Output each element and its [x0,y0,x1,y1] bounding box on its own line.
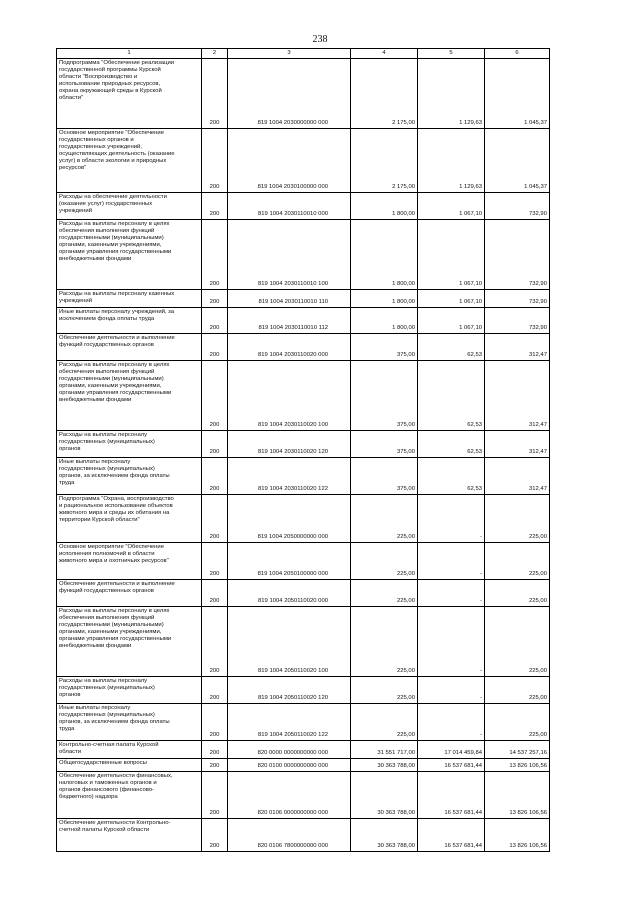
row-code: 200 [202,129,228,193]
row-code: 200 [202,361,228,431]
row-value-col4: 1 800,00 [351,193,418,220]
row-value-col5: 62,53 [418,431,485,458]
table-row [57,677,550,704]
row-budget-code: 819 1004 2050110020 122 [228,704,351,741]
row-name-cell [57,495,202,543]
row-value-col6: 225,00 [485,704,550,741]
row-budget-code: 820 0100 0000000000 000 [228,759,351,772]
row-name: Подпрограмма "Охрана, воспроизводство и рациональное использование объектов животного мира и среды их обитания на территории Курской области" [59,496,174,523]
row-value-col6: 13 826 106,56 [485,759,550,772]
table-row [57,59,550,129]
row-code: 200 [202,59,228,129]
row-budget-code: 819 1004 2050110020 120 [228,677,351,704]
table-row [57,308,550,334]
table-row [57,704,550,741]
row-name: Контрольно-счетная палата Курской области [59,742,159,755]
row-value-col5: 16 537 681,44 [418,819,485,852]
row-code: 200 [202,193,228,220]
row-value-col6: 225,00 [485,495,550,543]
row-value-col5: 62,53 [418,458,485,495]
table-row [57,607,550,677]
table-row [57,458,550,495]
row-value-col6: 732,90 [485,290,550,308]
row-code: 200 [202,308,228,334]
row-code: 200 [202,759,228,772]
row-value-col5: 1 067,10 [418,290,485,308]
row-name: Иные выплаты персоналу государственных (муниципальных) органов, за исключением фонда оплаты труда [59,705,170,732]
row-name-cell [57,819,202,852]
row-value-col4: 30 363 788,00 [351,759,418,772]
row-value-col6: 312,47 [485,334,550,361]
table-row [57,772,550,819]
row-value-col4: 375,00 [351,361,418,431]
row-value-col5: 62,53 [418,334,485,361]
row-value-col4: 375,00 [351,431,418,458]
table-row [57,361,550,431]
table-row [57,759,550,772]
row-value-col6: 312,47 [485,361,550,431]
row-value-col4: 225,00 [351,543,418,580]
row-budget-code: 819 1004 2050000000 000 [228,495,351,543]
row-value-col5: 16 537 681,44 [418,772,485,819]
row-code: 200 [202,495,228,543]
row-value-col5: - [418,677,485,704]
row-name-cell [57,772,202,819]
row-name: Расходы на выплаты персоналу государственных (муниципальных) органов [59,432,155,452]
row-value-col6: 14 537 257,16 [485,741,550,759]
row-name-cell [57,129,202,193]
row-value-col6: 732,90 [485,308,550,334]
row-code: 200 [202,819,228,852]
row-value-col5: 1 129,63 [418,59,485,129]
row-name: Расходы на обеспечение деятельности (оказание услуг) государственных учреждений [59,194,167,214]
row-value-col4: 30 363 788,00 [351,772,418,819]
row-value-col6: 225,00 [485,607,550,677]
row-name-cell [57,759,202,772]
row-budget-code: 819 1004 2030000000 000 [228,59,351,129]
row-budget-code: 819 1004 2030110010 000 [228,193,351,220]
row-name-cell [57,580,202,607]
row-name: Иные выплаты персоналу государственных (муниципальных) органов, за исключением фонда оплаты труда [59,459,170,486]
row-value-col4: 2 175,00 [351,129,418,193]
column-header: 3 [228,49,351,59]
row-value-col4: 31 551 717,00 [351,741,418,759]
row-value-col4: 225,00 [351,580,418,607]
row-budget-code: 819 1004 2030110020 122 [228,458,351,495]
row-budget-code: 819 1004 2050100000 000 [228,543,351,580]
row-name-cell [57,361,202,431]
row-budget-code: 819 1004 2050110020 100 [228,607,351,677]
row-code: 200 [202,741,228,759]
row-value-col5: - [418,495,485,543]
row-value-col5: 1 129,63 [418,129,485,193]
row-value-col5: 1 067,10 [418,308,485,334]
row-value-col4: 375,00 [351,334,418,361]
row-value-col6: 312,47 [485,431,550,458]
row-budget-code: 819 1004 2030110020 100 [228,361,351,431]
row-name: Расходы на выплаты персоналу государственных (муниципальных) органов [59,678,155,698]
row-name-cell [57,741,202,759]
row-value-col6: 225,00 [485,543,550,580]
row-code: 200 [202,580,228,607]
row-name: Обеспечение деятельности и выполнение функций государственных органов [59,335,175,348]
column-header: 2 [202,49,228,59]
row-value-col6: 1 045,37 [485,59,550,129]
row-code: 200 [202,431,228,458]
row-name: Обеспечение деятельности Контрольно- счетной палаты Курской области [59,820,171,833]
row-value-col5: 17 014 459,84 [418,741,485,759]
table-row [57,431,550,458]
row-value-col5: - [418,607,485,677]
row-code: 200 [202,543,228,580]
row-name-cell [57,431,202,458]
row-name-cell [57,290,202,308]
row-budget-code: 819 1004 2030110010 112 [228,308,351,334]
row-value-col5: - [418,704,485,741]
row-name-cell [57,704,202,741]
row-name: Подпрограмма "Обеспечение реализации государственной программы Курской области "Воспроизводство и использование природных ресурсов, охрана окружающей среды в Курской области" [59,60,175,101]
row-name: Расходы на выплаты персоналу в целях обеспечения выполнения функций государственными (муниципальными) органами, казенными учреждениями, органами управления государственными внебюджетными фондами [59,608,172,649]
row-budget-code: 819 1004 2030110020 000 [228,334,351,361]
table-row [57,129,550,193]
row-name-cell [57,458,202,495]
table-row [57,580,550,607]
row-value-col4: 1 800,00 [351,308,418,334]
row-name-cell [57,59,202,129]
table-row [57,290,550,308]
row-code: 200 [202,290,228,308]
row-name-cell [57,334,202,361]
column-header: 4 [351,49,418,59]
row-code: 200 [202,704,228,741]
row-value-col4: 30 363 788,00 [351,819,418,852]
row-value-col5: 16 537 681,44 [418,759,485,772]
row-name-cell [57,220,202,290]
row-name: Расходы на выплаты персоналу в целях обеспечения выполнения функций государственными (муниципальными) органами, казенными учреждениями, органами управления государственными внебюджетными фондами [59,221,172,262]
row-value-col5: 62,53 [418,361,485,431]
table-header-row [57,49,550,59]
row-code: 200 [202,677,228,704]
row-budget-code: 819 1004 2030100000 000 [228,129,351,193]
row-value-col4: 1 800,00 [351,290,418,308]
row-name: Расходы на выплаты персоналу в целях обеспечения выполнения функций государственными (муниципальными) органами, казенными учреждениями, органами управления государственными внебюджетными фондами [59,362,172,403]
row-name: Основное мероприятие "Обеспечение исполнения полномочий в области животного мира и охотничьих ресурсов" [59,544,169,564]
row-name-cell [57,677,202,704]
row-value-col4: 225,00 [351,607,418,677]
column-header: 1 [57,49,202,59]
row-budget-code: 819 1004 2030110020 120 [228,431,351,458]
row-value-col6: 13 826 106,56 [485,819,550,852]
row-value-col6: 225,00 [485,580,550,607]
table-row [57,543,550,580]
row-value-col5: 1 067,10 [418,193,485,220]
table-row [57,819,550,852]
budget-table [56,48,550,852]
row-name-cell [57,308,202,334]
row-value-col4: 225,00 [351,677,418,704]
row-name: Обеспечение деятельности финансовых, налоговых и таможенных органов и органов финансового (финансово- бюджетного) надзора [59,773,173,800]
table-row [57,495,550,543]
row-code: 200 [202,458,228,495]
column-header: 5 [418,49,485,59]
row-name-cell [57,607,202,677]
row-value-col6: 732,90 [485,193,550,220]
row-value-col5: 1 067,10 [418,220,485,290]
row-value-col5: - [418,580,485,607]
row-name-cell [57,193,202,220]
column-header: 6 [485,49,550,59]
row-budget-code: 819 1004 2030110010 100 [228,220,351,290]
row-value-col4: 375,00 [351,458,418,495]
row-name: Общегосударственные вопросы [59,760,147,766]
table-row [57,193,550,220]
row-code: 200 [202,334,228,361]
table-row [57,334,550,361]
row-budget-code: 820 0000 0000000000 000 [228,741,351,759]
row-value-col4: 225,00 [351,495,418,543]
row-value-col6: 225,00 [485,677,550,704]
row-value-col4: 1 800,00 [351,220,418,290]
row-budget-code: 819 1004 2030110010 110 [228,290,351,308]
row-budget-code: 820 0106 7800000000 000 [228,819,351,852]
row-code: 200 [202,607,228,677]
row-value-col6: 13 826 106,56 [485,772,550,819]
row-name: Обеспечение деятельности и выполнение функций государственных органов [59,581,175,594]
page-number: 238 [312,34,328,45]
row-budget-code: 819 1004 2050110020 000 [228,580,351,607]
row-budget-code: 820 0106 0000000000 000 [228,772,351,819]
row-value-col4: 225,00 [351,704,418,741]
row-code: 200 [202,772,228,819]
row-value-col6: 312,47 [485,458,550,495]
row-code: 200 [202,220,228,290]
table-row [57,220,550,290]
row-value-col5: - [418,543,485,580]
row-name: Расходы на выплаты персоналу казенных учреждений [59,291,175,304]
table-body [57,59,550,852]
row-value-col6: 732,90 [485,220,550,290]
row-name: Основное мероприятие "Обеспечение государственных органов и государственных учреждений, осуществляющих деятельность (оказание услуг) в области экологии и природных ресурсов" [59,130,175,171]
row-value-col6: 1 045,37 [485,129,550,193]
row-name-cell [57,543,202,580]
row-name: Иные выплаты персоналу учреждений, за исключением фонда оплаты труда [59,309,175,322]
row-value-col4: 2 175,00 [351,59,418,129]
table-row [57,741,550,759]
